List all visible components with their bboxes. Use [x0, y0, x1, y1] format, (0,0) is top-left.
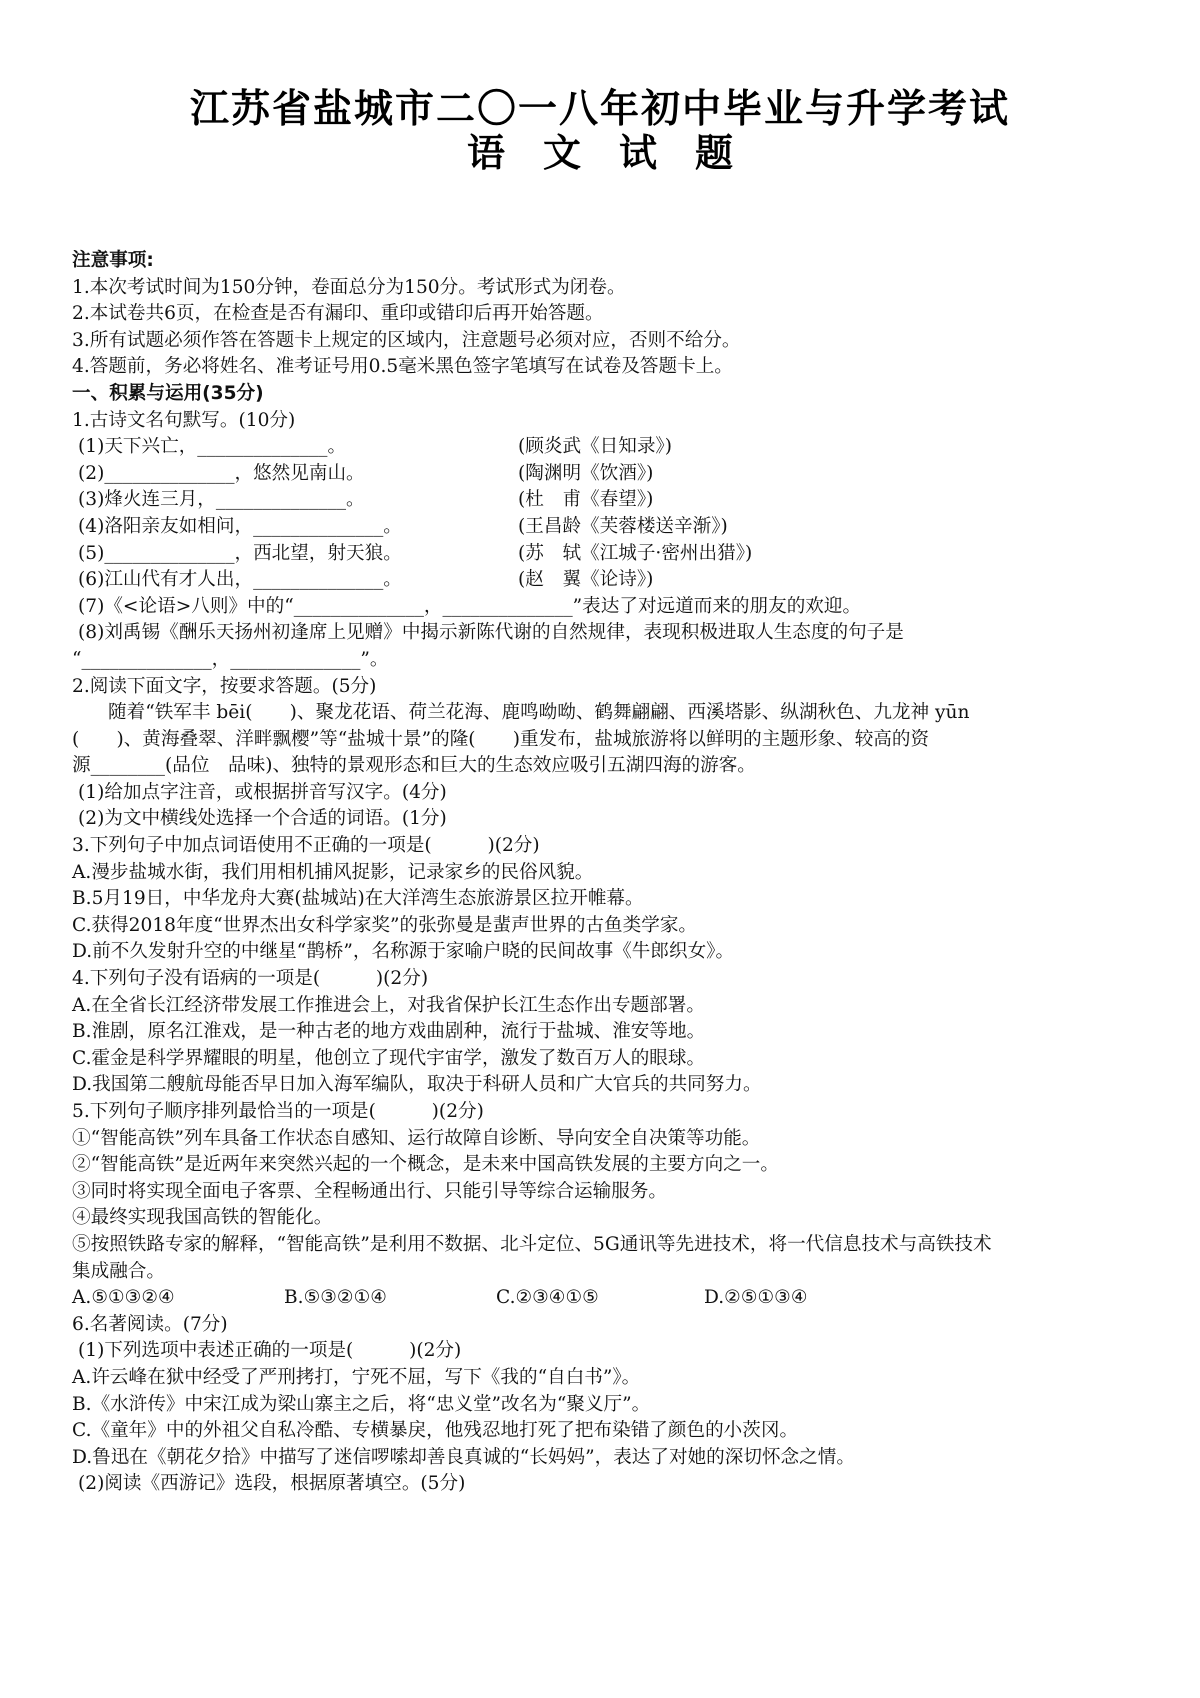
notice-heading: 注意事项: — [72, 250, 154, 271]
poem-line — [72, 541, 1142, 568]
option: B.5月19日，中华龙舟大赛(盐城站)在大洋湾生态旅游景区拉开帷幕。 — [72, 888, 644, 910]
question-2-stem: 2.阅读下面文字，按要求答题。(5分) — [72, 675, 377, 697]
option: A.漫步盐城水街，我们用相机捕风捉影，记录家乡的民俗风貌。 — [72, 861, 594, 883]
notice-item: 4.答题前，务必将姓名、准考证号用0.5毫米黑色签字笔填写在试卷及答题卡上。 — [72, 356, 733, 378]
question-6-sub-2: (2)阅读《西游记》选段，根据原著填空。(5分) — [78, 1473, 466, 1495]
poem-source: (王昌龄《芙蓉楼送辛渐》) — [518, 515, 728, 537]
sentence: ⑤按照铁路专家的解释，“智能高铁”是利用不数据、北斗定位、5G通讯等先进技术，将一代信息技术与高铁技术 — [72, 1233, 992, 1255]
sentence: ①“智能高铁”列车具备工作状态自感知、运行故障自诊断、导向安全自决策等功能。 — [72, 1127, 761, 1149]
poem-question: (2)______________，悠然见南山。 — [78, 462, 365, 484]
poem-question: (5)______________，西北望，射天狼。 — [78, 542, 402, 564]
question-1-item-8: (8)刘禹锡《酬乐天扬州初逢席上见赠》中揭示新陈代谢的自然规律，表现积极进取人生态度的句子是 — [78, 622, 904, 644]
question-1-item-8-cont: “______________，______________”。 — [72, 648, 389, 670]
poem-question: (1)天下兴亡，______________。 — [78, 436, 347, 458]
poem-question: (3)烽火连三月，______________。 — [78, 489, 365, 511]
poem-line — [72, 461, 1142, 488]
passage-line: 随着“铁军丰 bēi( )、聚龙花语、荷兰花海、鹿鸣呦呦、鹤舞翩翩、西溪塔影、纵湖秋色、九龙神 yūn — [108, 702, 970, 724]
question-5-stem: 5.下列句子顺序排列最恰当的一项是( )(2分) — [72, 1101, 484, 1122]
section-heading: 一、积累与运用(35分) — [72, 382, 264, 404]
sentence: ③同时将实现全面电子客票、全程畅通出行、只能引导等综合运输服务。 — [72, 1180, 668, 1202]
sentence: 集成融合。 — [72, 1260, 165, 1282]
question-6-sub-1: (1)下列选项中表述正确的一项是( )(2分) — [78, 1340, 462, 1362]
option: D.前不久发射升空的中继星“鹊桥”，名称源于家喻户晓的民间故事《牛郎织女》。 — [72, 941, 735, 963]
option: B.《水浒传》中宋江成为梁山寨主之后，将“忠义堂”改名为“聚义厅”。 — [72, 1393, 651, 1415]
notice-item: 1.本次考试时间为150分钟，卷面总分为150分。考试形式为闭卷。 — [72, 276, 626, 298]
sentence: ④最终实现我国高铁的智能化。 — [72, 1207, 333, 1229]
option: C.获得2018年度“世界杰出女科学家奖”的张弥曼是蜚声世界的古鱼类学家。 — [72, 914, 698, 936]
option: A.在全省长江经济带发展工作推进会上，对我省保护长江生态作出专题部署。 — [72, 994, 705, 1016]
question-2-sub-2: (2)为文中横线处选择一个合适的词语。(1分) — [78, 808, 447, 830]
question-1-item-7: (7)《<论语>八则》中的“______________，______________”表达了对远道而来的朋友的欢迎。 — [78, 595, 862, 617]
question-2-sub-1: (1)给加点字注音，或根据拼音写汉字。(4分) — [78, 781, 447, 803]
option: D.②⑤①③④ — [704, 1287, 808, 1309]
poem-question: (4)洛阳亲友如相问，______________。 — [78, 515, 402, 537]
poem-source: (赵 翼《论诗》) — [518, 569, 654, 591]
question-3-stem: 3.下列句子中加点词语使用不正确的一项是( )(2分) — [72, 835, 540, 857]
option: C.②③④①⑤ — [496, 1287, 599, 1309]
question-4-stem: 4.下列句子没有语病的一项是( )(2分) — [72, 968, 429, 990]
poem-source: (陶渊明《饮酒》) — [518, 462, 654, 484]
question-6-stem: 6.名著阅读。(7分) — [72, 1313, 228, 1335]
exam-subtitle: 语文试题 — [466, 131, 771, 175]
option: C.霍金是科学界耀眼的明星，他创立了现代宇宙学，激发了数百万人的眼球。 — [72, 1047, 706, 1069]
question-5-options — [72, 1285, 1142, 1312]
exam-title: 江苏省盐城市二〇一八年初中毕业与升学考试 — [189, 87, 1010, 132]
option: B.淮剧，原名江淮戏，是一种古老的地方戏曲剧种，流行于盐城、淮安等地。 — [72, 1021, 706, 1043]
option: D.我国第二艘航母能否早日加入海军编队，取决于科研人员和广大官兵的共同努力。 — [72, 1074, 762, 1096]
poem-source: (苏 轼《江城子·密州出猎》) — [518, 542, 753, 564]
poem-line — [72, 434, 1142, 461]
option: A.许云峰在狱中经受了严刑拷打，宁死不屈，写下《我的“自白书”》。 — [72, 1366, 641, 1388]
passage-line: 源________(品位 品味)、独特的景观形态和巨大的生态效应吸引五湖四海的游客。 — [72, 755, 756, 777]
poem-line — [72, 567, 1142, 594]
option: A.⑤①③②④ — [72, 1287, 175, 1309]
option: B.⑤③②①④ — [284, 1287, 387, 1309]
notice-item: 3.所有试题必须作答在答题卡上规定的区域内，注意题号必须对应，否则不给分。 — [72, 329, 741, 351]
question-1-stem: 1.古诗文名句默写。(10分) — [72, 409, 296, 431]
option: D.鲁迅在《朝花夕拾》中描写了迷信啰嗦却善良真诚的“长妈妈”，表达了对她的深切怀念之情。 — [72, 1446, 855, 1468]
poem-line — [72, 514, 1142, 541]
poem-source: (顾炎武《日知录》) — [518, 436, 672, 458]
poem-source: (杜 甫《春望》) — [518, 489, 654, 511]
passage-line: ( )、黄海叠翠、洋畔飘樱”等“盐城十景”的隆( )重发布，盐城旅游将以鲜明的主题形象、较高的资 — [72, 728, 930, 750]
notice-item: 2.本试卷共6页，在检查是否有漏印、重印或错印后再开始答题。 — [72, 303, 604, 325]
exam-body — [72, 248, 1142, 1498]
option: C.《童年》中的外祖父自私冷酷、专横暴戾，他残忍地打死了把布染错了颜色的小茨冈。 — [72, 1420, 799, 1442]
poem-question: (6)江山代有才人出，______________。 — [78, 569, 402, 591]
sentence: ②“智能高铁”是近两年来突然兴起的一个概念，是未来中国高铁发展的主要方向之一。 — [72, 1154, 779, 1176]
poem-line — [72, 487, 1142, 514]
